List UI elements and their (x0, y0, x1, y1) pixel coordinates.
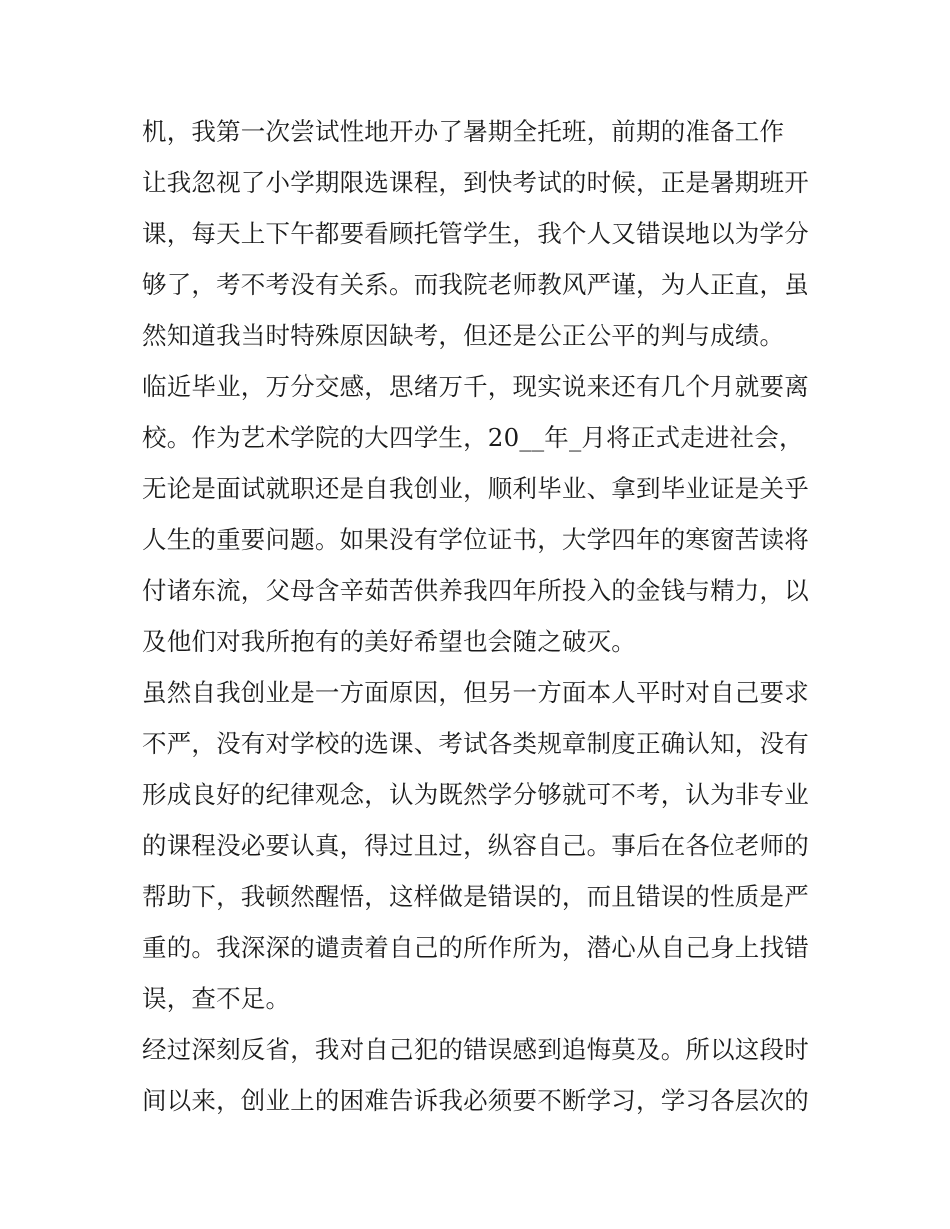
text-line: 重的。我深深的谴责着自己的所作所为，潜心从自己身上找错 (142, 933, 809, 962)
text-line: 间以来，创业上的困难告诉我必须要不断学习，学习各层次的 (142, 1086, 809, 1115)
text-line: 机，我第一次尝试性地开办了暑期全托班，前期的准备工作 (142, 117, 785, 146)
document-body (142, 106, 822, 1126)
paragraph-3 (142, 667, 822, 1024)
text-line: 无论是面试就职还是自我创业，顺利毕业、拿到毕业证是关乎 (142, 474, 809, 503)
text-line: 课，每天上下午都要看顾托管学生，我个人又错误地以为学分 (142, 219, 809, 248)
paragraph-1 (142, 106, 822, 361)
text-line: 不严，没有对学校的选课、考试各类规章制度正确认知，没有 (142, 729, 809, 758)
text-line: 付诸东流，父母含辛茹苦供养我四年所投入的金钱与精力，以 (142, 576, 809, 605)
text-line: 让我忽视了小学期限选课程，到快考试的时候，正是暑期班开 (142, 168, 809, 197)
paragraph-4 (142, 1024, 822, 1126)
text-line: 然知道我当时特殊原因缺考，但还是公正公平的判与成绩。 (142, 321, 785, 350)
paragraph-2 (142, 361, 822, 667)
text-line: 及他们对我所抱有的美好希望也会随之破灭。 (142, 627, 636, 656)
text-line: 校。作为艺术学院的大四学生，20__年_月将正式走进社会， (142, 423, 804, 452)
text-line: 帮助下，我顿然醒悟，这样做是错误的，而且错误的性质是严 (142, 882, 809, 911)
text-line: 够了，考不考没有关系。而我院老师教风严谨，为人正直，虽 (142, 270, 809, 299)
text-line: 临近毕业，万分交感，思绪万千，现实说来还有几个月就要离 (142, 372, 809, 401)
text-line: 经过深刻反省，我对自己犯的错误感到追悔莫及。所以这段时 (142, 1035, 809, 1064)
text-line: 人生的重要问题。如果没有学位证书，大学四年的寒窗苦读将 (142, 525, 809, 554)
text-line: 误，查不足。 (142, 984, 291, 1013)
text-line: 虽然自我创业是一方面原因，但另一方面本人平时对自己要求 (142, 678, 809, 707)
text-line: 形成良好的纪律观念，认为既然学分够就可不考，认为非专业 (142, 780, 809, 809)
text-line: 的课程没必要认真，得过且过，纵容自己。事后在各位老师的 (142, 831, 809, 860)
